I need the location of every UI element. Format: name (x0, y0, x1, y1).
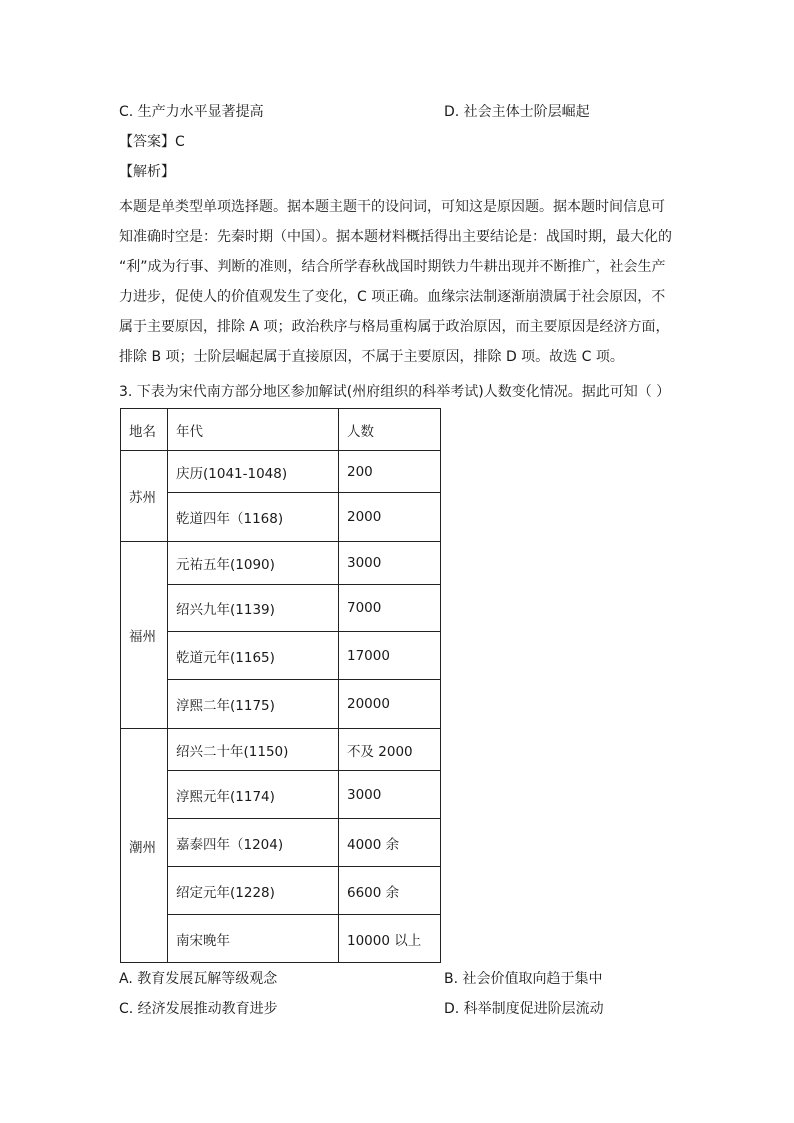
count-cell: 2000 (339, 493, 441, 542)
header-year: 年代 (168, 409, 339, 451)
table-row (121, 542, 441, 585)
count-cell: 10000 以上 (339, 915, 441, 963)
year-cell: 淳熙元年(1174) (168, 771, 339, 819)
table-row (121, 819, 441, 867)
analysis-line: 力进步，促使人的价值观发生了变化，C 项正确。血缘宗法制逐渐崩溃属于社会原因，不 (119, 289, 666, 305)
count-cell: 200 (339, 451, 441, 493)
count-cell: 3000 (339, 771, 441, 819)
exam-participants-table (120, 408, 441, 963)
year-cell: 乾道四年（1168) (168, 493, 339, 542)
table-row (121, 632, 441, 680)
region-cell: 福州 (121, 542, 168, 729)
year-cell: 乾道元年(1165) (168, 632, 339, 680)
region-cell: 苏州 (121, 451, 168, 542)
analysis-heading: 【解析】 (119, 164, 175, 180)
option-d: D. 科举制度促进阶层流动 (444, 1001, 604, 1017)
analysis-line: 本题是单类型单项选择题。据本题主题干的设问词，可知这是原因题。据本题时间信息可 (119, 199, 665, 215)
header-count: 人数 (339, 409, 441, 451)
analysis-line: 知准确时空是：先秦时期（中国）。据本题材料概括得出主要结论是：战国时期，最大化的 (119, 229, 672, 245)
year-cell: 嘉泰四年（1204) (168, 819, 339, 867)
year-cell: 庆历(1041-1048) (168, 451, 339, 493)
year-cell: 绍兴九年(1139) (168, 585, 339, 632)
table-row (121, 729, 441, 771)
count-cell: 3000 (339, 542, 441, 585)
analysis-paragraph (119, 192, 679, 372)
option-a: A. 教育发展瓦解等级观念 (119, 971, 278, 987)
count-cell: 不及 2000 (339, 729, 441, 771)
analysis-line: 属于主要原因，排除 A 项；政治秩序与格局重构属于政治原因，而主要原因是经济方面， (119, 319, 670, 335)
analysis-line: “利”成为行事、判断的准则，结合所学春秋战国时期铁力牛耕出现并不断推广，社会生产 (119, 259, 666, 275)
answer-line: 【答案】C (119, 134, 185, 150)
count-cell: 7000 (339, 585, 441, 632)
table-row (121, 771, 441, 819)
analysis-line: 排除 B 项；士阶层崛起属于直接原因，不属于主要原因，排除 D 项。故选 C 项。 (119, 349, 624, 365)
prev-option-d: D. 社会主体士阶层崛起 (444, 104, 590, 120)
header-region: 地名 (121, 409, 168, 451)
table-row (121, 867, 441, 915)
count-cell: 20000 (339, 680, 441, 729)
table-row (121, 680, 441, 729)
table-row (121, 493, 441, 542)
count-cell: 4000 余 (339, 819, 441, 867)
year-cell: 南宋晚年 (168, 915, 339, 963)
table-row (121, 915, 441, 963)
table-header-row (121, 409, 441, 451)
option-c: C. 经济发展推动教育进步 (119, 1001, 278, 1017)
region-cell: 潮州 (121, 729, 168, 963)
year-cell: 绍定元年(1228) (168, 867, 339, 915)
table-row (121, 451, 441, 493)
question-stem: 3. 下表为宋代南方部分地区参加解试(州府组织的科举考试)人数变化情况。据此可知（ ） (119, 384, 671, 400)
year-cell: 绍兴二十年(1150) (168, 729, 339, 771)
year-cell: 元祐五年(1090) (168, 542, 339, 585)
option-b: B. 社会价值取向趋于集中 (444, 971, 603, 987)
table-row (121, 585, 441, 632)
year-cell: 淳熙二年(1175) (168, 680, 339, 729)
prev-option-c: C. 生产力水平显著提高 (119, 104, 264, 120)
count-cell: 6600 余 (339, 867, 441, 915)
count-cell: 17000 (339, 632, 441, 680)
